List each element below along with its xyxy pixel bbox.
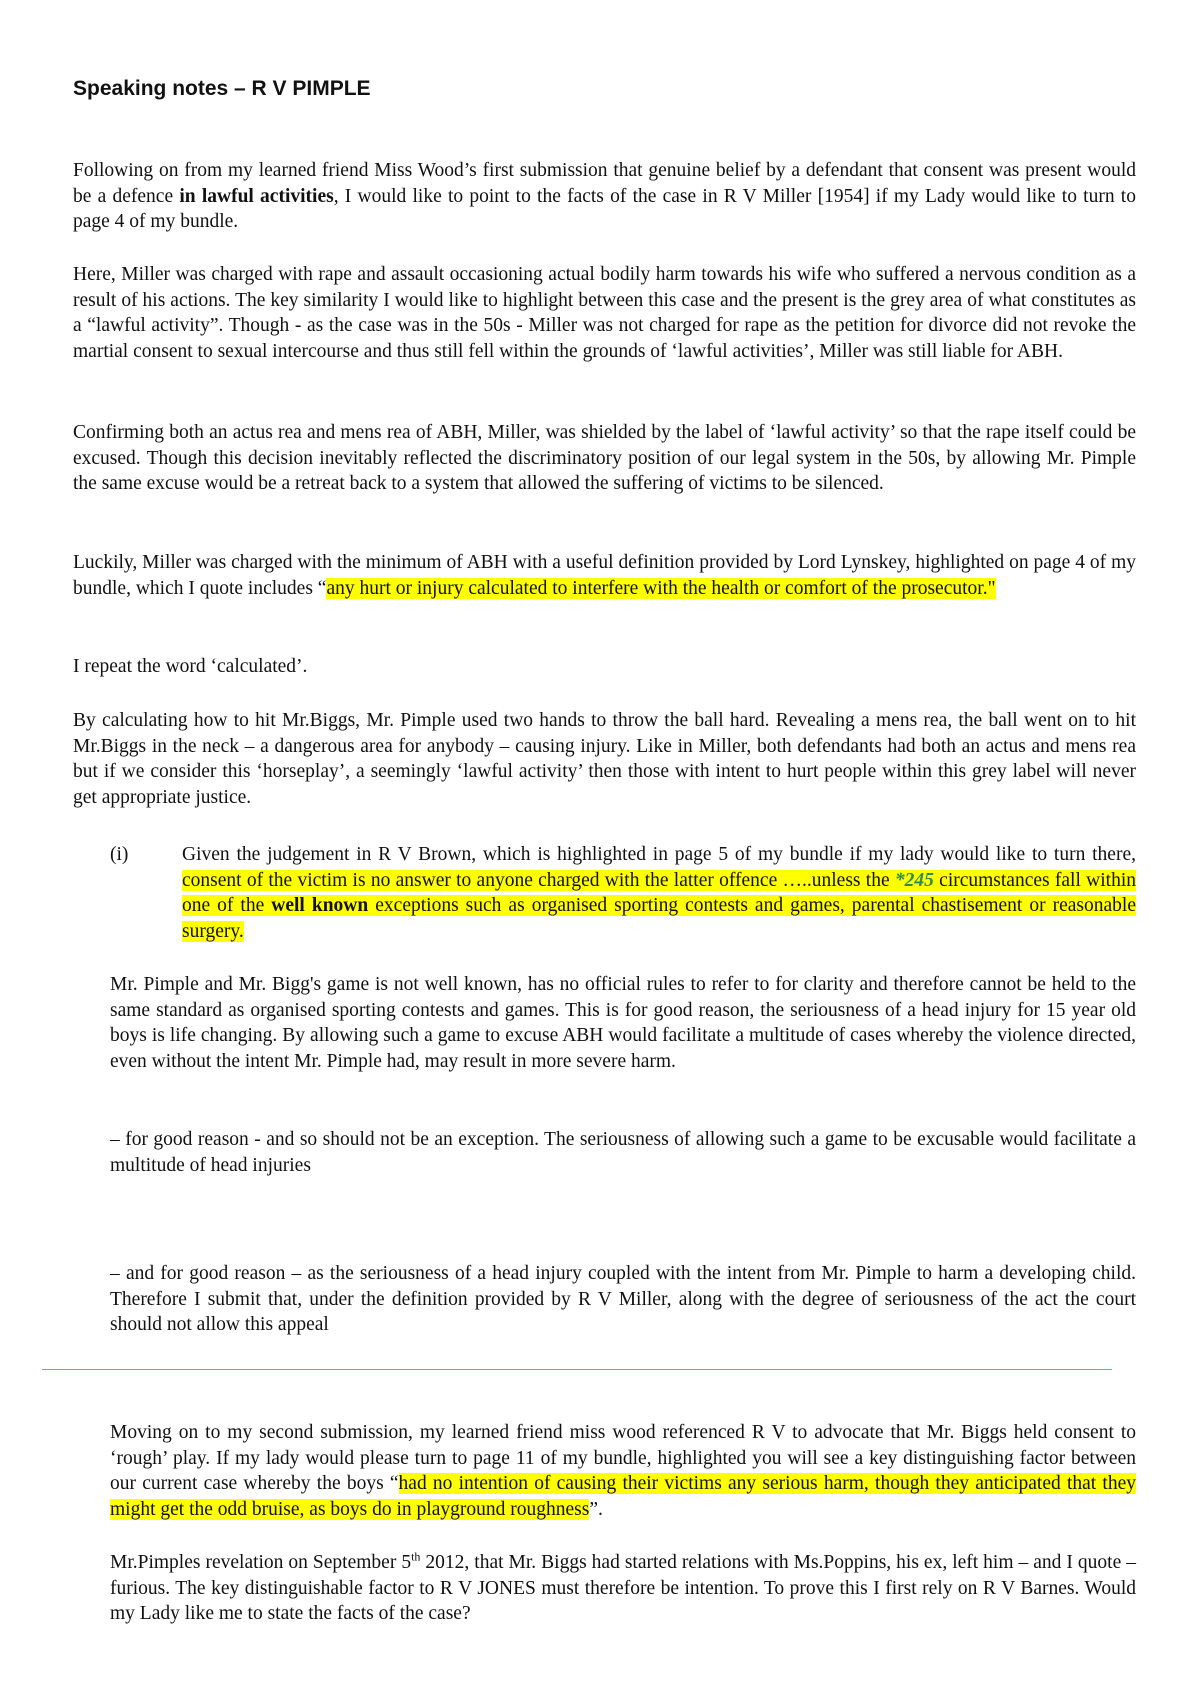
paragraph-2: Here, Miller was charged with rape and assault occasioning actual bodily harm towards his wife who suffered a nervous condition as a result of his actions. The key similarity I would like to highlight between this case and the present is the grey area of what constitutes as a “lawful activity”. Though - as the case was in the 50s - Miller was not charged for rape as the petition for divorce did not revoke the martial consent to sexual intercourse and thus still fell within the grounds of ‘lawful activities’, Miller was still liable for ABH. xyxy=(73,264,1136,362)
list-item-number: (i) xyxy=(110,844,129,865)
paragraph-1-bold-phrase: in lawful activities xyxy=(179,185,334,207)
paragraph-12-superscript: th xyxy=(411,1549,421,1564)
paragraph-11-highlighted-quote: had no intention of causing their victims any serious harm, though they anticipated that they might get the odd bruise, as boys do in playground roughness xyxy=(110,1473,1137,1520)
section-divider xyxy=(42,1369,1112,1370)
page-title: Speaking notes – R V PIMPLE xyxy=(73,77,371,100)
paragraph-1-text-a: Following on from my learned friend Miss Wood’s first submission that genuine belief by a defendant that consent was present would be a defence xyxy=(73,160,1136,207)
paragraph-3: Confirming both an actus rea and mens rea of ABH, Miller, was shielded by the label of ‘lawful activity’ so that the rape itself could be excused. Though this decision inevitably reflected the discriminatory position of our legal system in the 50s, by allowing Mr. Pimple the same excuse would be a retreat back to a system that allowed the suffering of victims to be silenced. xyxy=(73,422,1136,494)
list-item-highlighted-quote-3: exceptions such as organised sporting contests and games, parental chastisement or reasonable surgery. xyxy=(182,895,1136,942)
paragraph-12-text-a: Mr.Pimples revelation on September 5 xyxy=(110,1552,412,1573)
paragraph-4-highlighted-quote: any hurt or injury calculated to interfere with the health or comfort of the prosecutor." xyxy=(326,577,996,599)
paragraph-4-text-a: Luckily, Miller was charged with the minimum of ABH with a useful definition provided by Lord Lynskey, highlighted on page 4 of my bundle, which I quote includes “ xyxy=(73,552,1136,599)
paragraph-1-text-c: , I would like to point to the facts of the case in R V Miller [1954] if my Lady would like to turn to page 4 of my bundle. xyxy=(73,185,1136,232)
paragraph-11-text-c: ”. xyxy=(589,1498,603,1520)
paragraph-6: By calculating how to hit Mr.Biggs, Mr. Pimple used two hands to throw the ball hard. Revealing a mens rea, the ball went on to hit Mr.Biggs in the neck – a dangerous area for anybody – causing injury. Like in Miller, both defendants had both an actus and mens rea but if we consider this ‘horseplay’, a seemingly ‘lawful activity’ then those with intent to hurt people within this grey label will never get appropriate justice. xyxy=(73,710,1136,808)
paragraph-4 xyxy=(73,550,1136,601)
paragraph-8: Mr. Pimple and Mr. Bigg's game is not well known, has no official rules to refer to for clarity and therefore cannot be held to the same standard as organised sporting contests and games. This is for good reason, the seriousness of a head injury for 15 year old boys is life changing. By allowing such a game to excuse ABH would facilitate a multitude of cases whereby the violence directed, even without the intent Mr. Pimple had, may result in more severe harm. xyxy=(110,974,1136,1072)
list-item-i xyxy=(110,842,1136,944)
paragraph-10: – and for good reason – as the seriousness of a head injury coupled with the intent from Mr. Pimple to harm a developing child. Therefore I submit that, under the definition provided by R V Miller, along with the degree of seriousness of the act the court should not allow this appeal xyxy=(110,1263,1136,1335)
list-item-page-reference: *245 xyxy=(894,869,934,891)
paragraph-11 xyxy=(110,1420,1136,1522)
paragraph-11-text-a: Moving on to my second submission, my learned friend miss wood referenced R V to advocate that Mr. Biggs held consent to ‘rough’ play. If my lady would please turn to page 11 of my bundle, highlighted you will see a key distinguishing factor between our current case whereby the boys “ xyxy=(110,1422,1136,1494)
paragraph-12 xyxy=(110,1550,1136,1627)
paragraph-5: I repeat the word ‘calculated’. xyxy=(73,656,308,677)
list-item-bold-phrase: well known xyxy=(271,895,369,916)
list-item-highlighted-quote-2: circumstances fall within one of the xyxy=(182,869,1136,916)
list-item-text-a: Given the judgement in R V Brown, which is highlighted in page 5 of my bundle if my lady would like to turn there, xyxy=(182,844,1136,865)
paragraph-1 xyxy=(73,158,1136,235)
paragraph-12-text-b: 2012, that Mr. Biggs had started relations with Ms.Poppins, his ex, left him – and I quote – furious. The key distinguishable factor to R V JONES must therefore be intention. To prove this I first rely on R V Barnes. Would my Lady like me to state the facts of the case? xyxy=(110,1552,1136,1624)
paragraph-9: – for good reason - and so should not be an exception. The seriousness of allowing such a game to be excusable would facilitate a multitude of head injuries xyxy=(110,1129,1136,1176)
list-item-highlighted-quote-1: consent of the victim is no answer to anyone charged with the latter offence …..unless the xyxy=(182,869,895,891)
